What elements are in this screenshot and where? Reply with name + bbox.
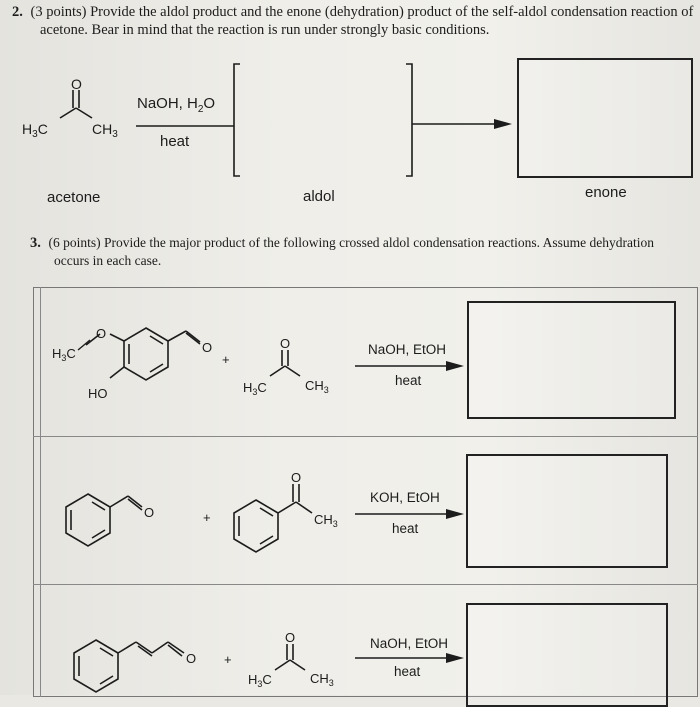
enone-label: enone (585, 184, 627, 201)
row3-acetone-h3c: $H_3C$ (248, 672, 272, 689)
row1-h3c-methoxy (52, 346, 76, 363)
row2-ketone-o: O (291, 470, 302, 485)
row3-plus: + (224, 652, 232, 667)
row3-aldehyde-o: O (186, 651, 197, 666)
row3-reagent: NaOH, EtOH (370, 636, 449, 651)
row2-answer-box[interactable] (466, 454, 668, 568)
row2-condition: heat (392, 521, 419, 536)
row3-arrowhead (446, 653, 464, 663)
row3-acetone (275, 644, 305, 670)
aldol-label: aldol (303, 188, 335, 205)
q3-line1: (6 points) Provide the major product of the following crossed aldol condensation reactions. Assume dehydration (48, 235, 654, 250)
row3-acetone-ch3: $CH_3$ (310, 671, 334, 688)
row2-plus: + (203, 510, 211, 525)
row2-aldehyde-o: O (144, 505, 155, 520)
q2-text-line2: acetone. Bear in mind that the reaction is run under strongly basic conditions. (40, 22, 490, 38)
row2-benzaldehyde (66, 494, 142, 546)
row1-ho: HO (88, 386, 108, 401)
row1-aldehyde-o: O (202, 340, 213, 355)
row3-cinnamaldehyde (74, 640, 184, 692)
row2-ch3: $CH_3$ (314, 512, 338, 529)
q2-reagent-label: NaOH, $H_2O$ (137, 95, 216, 115)
row1-arrowhead (446, 361, 464, 371)
svg-text:CH3: $CH_3$ (92, 121, 118, 140)
acetone-o: O (71, 76, 82, 92)
row1-acetone-ch3: $CH_3$ (305, 378, 329, 395)
row1-answer-box[interactable] (467, 301, 676, 419)
q2-condition-label: heat (160, 133, 190, 150)
svg-text:H3C: $H_3C$ (22, 121, 48, 140)
row3-condition: heat (394, 664, 421, 679)
row1-acetone-o: O (280, 336, 291, 351)
row3-acetone-o: O (285, 630, 296, 645)
row1-condition: heat (395, 373, 422, 388)
q2-number: 2. (12, 4, 23, 20)
row3-answer-box[interactable] (466, 603, 668, 707)
acetone-label: acetone (47, 189, 101, 206)
row1-acetone-h3c: $H_3C$ (243, 380, 267, 397)
svg-text:H3C: $H_3C$ (52, 346, 76, 363)
row2-acetophenone (234, 484, 312, 552)
row1-methoxy-o: O (96, 326, 107, 341)
row2-arrowhead (446, 509, 464, 519)
q2-line1: (3 points) Provide the aldol product and the enone (dehydration) product of the self-aldol condensation reaction of (30, 4, 694, 20)
row1-acetone (270, 350, 300, 376)
row2-reagent: KOH, EtOH (370, 490, 440, 505)
q3-number: 3. (30, 235, 41, 251)
row1-reagent: NaOH, EtOH (368, 342, 447, 357)
row1-plus: + (222, 352, 230, 367)
q3-text-line2: occurs in each case. (54, 253, 162, 268)
